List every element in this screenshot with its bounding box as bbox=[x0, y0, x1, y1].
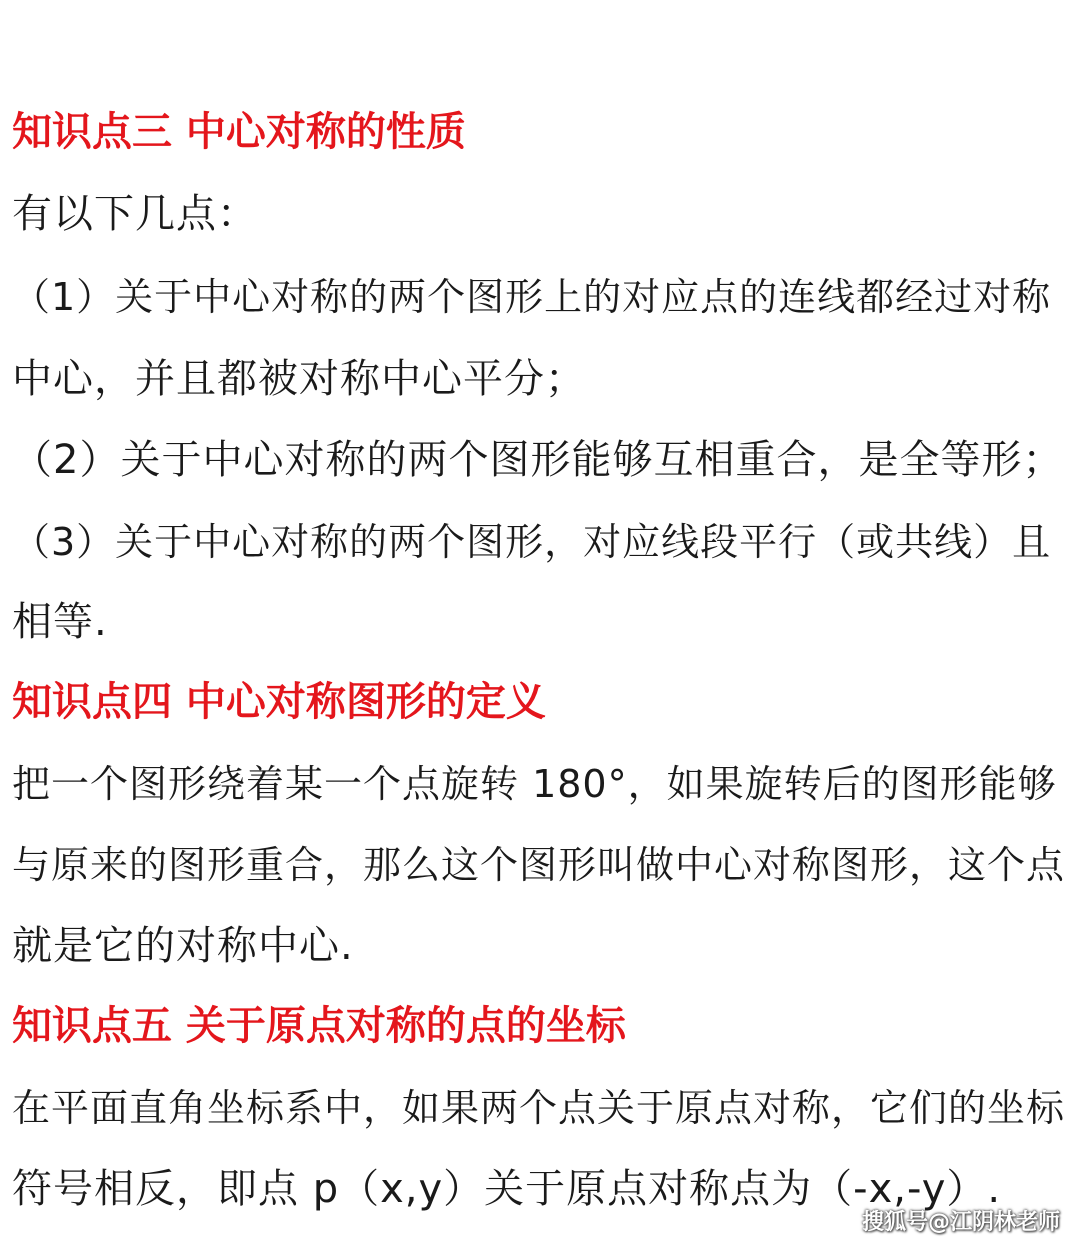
paragraph-line: 把一个图形绕着某一个点旋转 180°，如果旋转后的图形能够 bbox=[12, 762, 1057, 806]
watermark: 搜狐号@江阴林老师 bbox=[861, 1210, 1060, 1235]
paragraph-line: 就是它的对称中心. bbox=[12, 923, 354, 969]
paragraph-line: （1）关于中心对称的两个图形上的对应点的连线都经过对称 bbox=[12, 275, 1052, 319]
paragraph-line: 中心，并且都被对称中心平分； bbox=[12, 356, 586, 402]
paragraph-line: 符号相反，即点 p（x,y）关于原点对称点为（-x,-y）. bbox=[12, 1166, 1002, 1212]
paragraph-line: （3）关于中心对称的两个图形，对应线段平行（或共线）且 bbox=[12, 520, 1052, 564]
paragraph-line: 相等. bbox=[12, 599, 108, 645]
section-heading-5: 知识点五 关于原点对称的点的坐标 bbox=[12, 1003, 626, 1049]
paragraph-line: 在平面直角坐标系中，如果两个点关于原点对称，它们的坐标 bbox=[12, 1086, 1066, 1130]
paragraph-line: （2）关于中心对称的两个图形能够互相重合，是全等形； bbox=[12, 437, 1064, 483]
section-heading-3: 知识点三 中心对称的性质 bbox=[12, 109, 466, 155]
paragraph-line: 与原来的图形重合，那么这个图形叫做中心对称图形，这个点 bbox=[12, 843, 1066, 887]
paragraph-line: 有以下几点： bbox=[12, 191, 258, 237]
section-heading-4: 知识点四 中心对称图形的定义 bbox=[12, 679, 546, 725]
